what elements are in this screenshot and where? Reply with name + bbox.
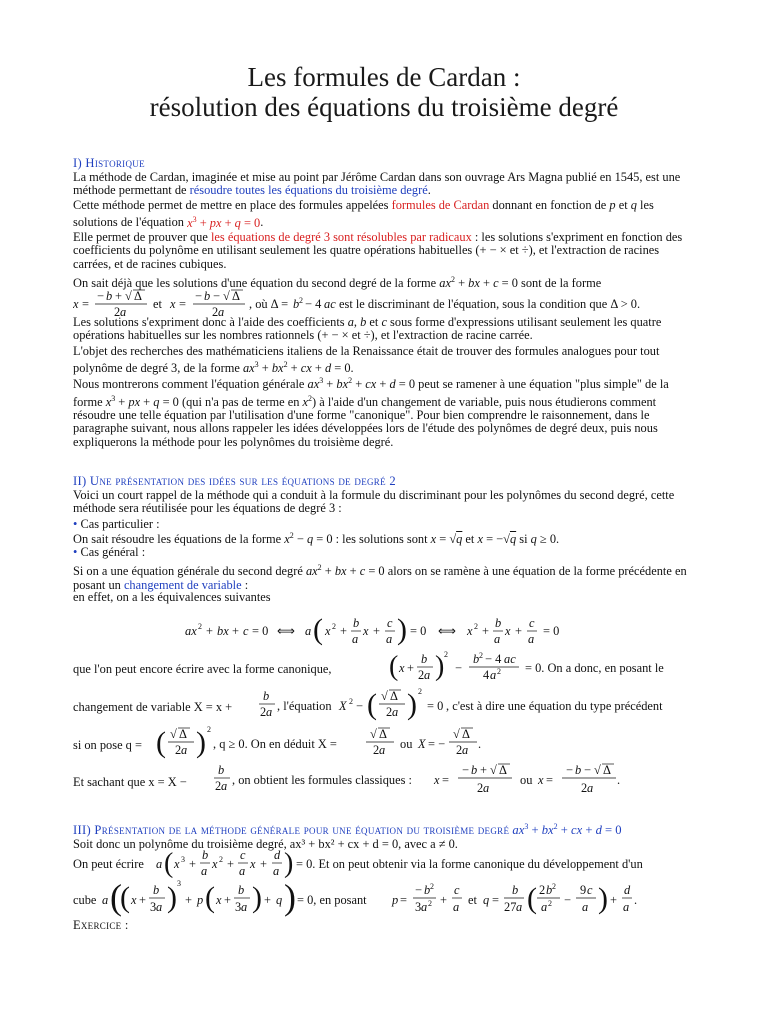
svg-text:x: x <box>399 661 405 675</box>
svg-text:b: b <box>204 289 211 303</box>
pose-q-expression <box>156 722 496 764</box>
svg-text:+: + <box>480 763 487 777</box>
svg-text:c: c <box>529 616 535 630</box>
change-variable-expression <box>255 684 705 726</box>
svg-text:(: ( <box>164 848 174 879</box>
svg-text:b: b <box>106 289 113 303</box>
svg-text:2: 2 <box>479 651 483 660</box>
svg-text:.: . <box>617 773 621 787</box>
svg-text:= 0: = 0 <box>410 624 427 638</box>
ou-text-2: ou <box>520 773 533 787</box>
svg-text:2: 2 <box>548 899 552 908</box>
case-particulier-label: • Cas particulier : <box>73 517 160 531</box>
classic-formulas-expression <box>212 762 652 802</box>
svg-text:−: − <box>97 289 104 303</box>
case-general-label: • Cas général : <box>73 545 146 559</box>
svg-text:b: b <box>353 616 360 630</box>
svg-text:Δ: Δ <box>499 763 507 777</box>
svg-text:+: + <box>407 661 414 675</box>
svg-text:b: b <box>293 297 300 311</box>
svg-text:ax: ax <box>185 624 197 638</box>
svg-text:x: x <box>73 297 79 311</box>
svg-text:et: et <box>153 297 162 311</box>
svg-text:(: ( <box>110 877 122 917</box>
svg-text:b: b <box>424 883 431 897</box>
svg-text:2: 2 <box>477 781 484 795</box>
svg-text:√: √ <box>453 727 460 741</box>
svg-text:ac: ac <box>324 297 336 311</box>
svg-text:2: 2 <box>474 622 478 631</box>
svg-text:c: c <box>240 848 246 862</box>
svg-text:= 0: = 0 <box>427 699 444 713</box>
svg-text:a: a <box>453 900 460 914</box>
equivalence-equation <box>185 610 605 652</box>
svg-text:−: − <box>462 763 469 777</box>
svg-text:2: 2 <box>418 668 425 682</box>
svg-text:+: + <box>185 893 192 907</box>
svg-text:3: 3 <box>181 855 185 864</box>
svg-text:=: = <box>492 893 499 907</box>
svg-text:b: b <box>421 652 428 666</box>
svg-text:a: a <box>181 743 188 757</box>
svg-text:ac: ac <box>504 652 516 666</box>
svg-text:(: ( <box>156 726 166 759</box>
svg-text:p: p <box>392 893 399 907</box>
pose-after-text: , q ≥ 0. On en déduit X = <box>213 737 337 751</box>
svg-text:2: 2 <box>212 305 219 319</box>
svg-text:Δ: Δ <box>390 689 398 703</box>
svg-text:2: 2 <box>581 781 588 795</box>
svg-text:−: − <box>213 289 220 303</box>
svg-text:x: x <box>363 624 369 638</box>
svg-text:+: + <box>482 624 489 638</box>
svg-text:−: − <box>584 763 591 777</box>
document-title-line2: résolution des équations du troisième degré <box>149 92 619 122</box>
svg-text:): ) <box>252 881 262 914</box>
svg-text:d: d <box>274 848 281 862</box>
svg-text:2: 2 <box>299 296 303 305</box>
svg-text:2: 2 <box>428 899 432 908</box>
svg-text:a: a <box>494 632 501 646</box>
svg-text:9: 9 <box>580 883 587 897</box>
svg-text:a: a <box>218 305 225 319</box>
svg-text:a: a <box>239 864 246 878</box>
svg-text:b: b <box>575 763 582 777</box>
svg-text:X: X <box>418 737 426 751</box>
svg-text:+: + <box>260 857 267 871</box>
svg-text:a: a <box>352 632 359 646</box>
svg-text:a: a <box>221 779 228 793</box>
svg-text:a: a <box>516 900 523 914</box>
svg-text:): ) <box>435 651 445 682</box>
svg-text:c: c <box>243 624 249 638</box>
section-heading-degre3: III) Présentation de la méthode générale pour une équation du troisième degré $ax^3 + bx^2$ + cx + d = 0 <box>73 822 622 838</box>
svg-text:√: √ <box>125 289 132 303</box>
svg-text:.: . <box>634 893 638 907</box>
svg-text:2: 2 <box>373 743 380 757</box>
svg-text:c: c <box>454 883 460 897</box>
svg-text:4: 4 <box>483 668 490 682</box>
svg-text:Δ: Δ <box>379 727 387 741</box>
svg-text:2: 2 <box>444 650 448 659</box>
svg-text:2: 2 <box>198 622 202 631</box>
svg-text:+: + <box>440 893 447 907</box>
svg-text:b: b <box>471 763 478 777</box>
svg-text:a: a <box>623 900 630 914</box>
svg-text:a: a <box>266 705 273 719</box>
svg-text:c: c <box>387 616 393 630</box>
svg-text:(: ( <box>367 688 377 721</box>
svg-text:a: a <box>421 900 428 914</box>
svg-text:=: = <box>400 893 407 907</box>
svg-text:b: b <box>218 763 225 777</box>
svg-text:= 0: = 0 <box>543 624 560 638</box>
svg-text:2: 2 <box>456 743 463 757</box>
svg-text:−: − <box>566 763 573 777</box>
svg-text:a: a <box>379 743 386 757</box>
paragraph-historique-7: Nous montrerons comment l'équation générale $ax^3 + bx^2$ + cx + d = 0 peut se ramener à une équation "plus simple" de la forme $x^3$ + px + q = 0 (qui n'a pas de terme en $x^2$) à l'aide d'un changement de variable, puis nous étudierons comment résoudre une telle équation par l'utilisation d'une forme "canonique". Pour bien comprendre le raisonnement, dans le paragraphe suivant, nous allons rappeler les idées développées lors de l'étude des polynômes de degré deux, puis nous expliquerons la méthode pour les polynômes du troisième degré. <box>73 376 669 449</box>
section-heading-historique: I) Historique <box>73 156 145 170</box>
svg-text:b: b <box>546 883 553 897</box>
svg-text:2: 2 <box>430 882 434 891</box>
svg-text:, où Δ =: , où Δ = <box>249 297 289 311</box>
svg-text:a: a <box>386 632 393 646</box>
svg-text:x: x <box>170 297 176 311</box>
svg-text:⟺: ⟺ <box>277 624 295 638</box>
svg-text:2: 2 <box>207 725 211 734</box>
svg-text:a: a <box>490 668 497 682</box>
svg-text:x: x <box>250 857 256 871</box>
svg-text:2: 2 <box>114 305 121 319</box>
svg-text:2: 2 <box>539 883 546 897</box>
svg-text:a: a <box>424 668 431 682</box>
classic-formulas-line: Et sachant que x = X − <box>73 775 187 789</box>
svg-text:−: − <box>356 699 363 713</box>
svg-text:p: p <box>197 893 204 907</box>
svg-text:−: − <box>455 661 462 675</box>
svg-text:bx: bx <box>217 624 229 638</box>
svg-text:x: x <box>174 857 180 871</box>
degre3-line2-after: = 0. Et on peut obtenir via la forme canonique du développement d'un <box>296 857 643 871</box>
svg-text:(: ( <box>205 881 215 914</box>
classic-after-text: , on obtient les formules classiques : <box>232 773 412 787</box>
case-particulier-text: On sait résoudre les équations de la forme $x^2 - q = 0$ : les solutions sont x = √q et x = −√q si q ≥ 0. <box>73 531 560 547</box>
document-title-line1: Les formules de Cardan : <box>247 62 521 92</box>
paragraph-historique-5: Les solutions s'expriment donc à l'aide des coefficients a, b et c sous forme d'expressions utilisant seulement les quatre opérations habituelles sur les nombres rationnels (+ − × et ÷), et l'extraction de racine carrée. <box>73 315 662 343</box>
svg-text:): ) <box>598 882 608 915</box>
svg-text:+: + <box>115 289 122 303</box>
svg-text:b: b <box>473 652 480 666</box>
svg-text:b: b <box>238 883 245 897</box>
degre3-line3: cube <box>73 893 97 907</box>
svg-text:b: b <box>202 848 209 862</box>
degre3-line2: On peut écrire <box>73 857 144 871</box>
svg-text:a: a <box>102 893 109 907</box>
svg-text:−: − <box>195 289 202 303</box>
svg-text:q: q <box>276 893 283 907</box>
svg-text:(: ( <box>120 881 130 914</box>
svg-text:√: √ <box>381 689 388 703</box>
svg-text:x: x <box>467 624 473 638</box>
svg-text:2: 2 <box>260 705 267 719</box>
paragraph-historique-2: Cette méthode permet de mettre en place des formules appelées formules de Cardan donnant en fonction de p et q les solutions de l'équation $x^3$ + px + q = 0. <box>73 198 654 230</box>
svg-text:(: ( <box>313 613 323 646</box>
svg-text:−: − <box>415 883 422 897</box>
equivalences-intro: en effet, on a les équivalences suivantes <box>73 590 271 604</box>
svg-text:a: a <box>305 624 312 638</box>
svg-text:a: a <box>528 632 535 646</box>
svg-text:3: 3 <box>177 879 181 888</box>
svg-text:+: + <box>340 624 347 638</box>
svg-text:2: 2 <box>332 622 336 631</box>
svg-text:3: 3 <box>150 900 157 914</box>
svg-text:x: x <box>131 893 137 907</box>
svg-text:Δ: Δ <box>232 289 240 303</box>
svg-text:2: 2 <box>215 779 222 793</box>
svg-text:2: 2 <box>219 855 223 864</box>
svg-text:2: 2 <box>175 743 182 757</box>
paragraph-historique-1: La méthode de Cardan, imaginée et mise au point par Jérôme Cardan dans son ouvrage Ars Magna publié en 1545, est une méthode permettant de résoudre toutes les équations du troisième degré. <box>73 170 681 198</box>
svg-text:+: + <box>206 624 213 638</box>
svg-text:): ) <box>397 613 407 646</box>
svg-text:b: b <box>263 689 270 703</box>
svg-text:= 0: = 0 <box>252 624 269 638</box>
paragraph-historique-6: L'objet des recherches des mathématiciens italiens de la Renaissance était de trouver des formules analogues pour tout polynôme de degré 3, de la forme $ax^3 + bx^2$ + cx + d = 0. <box>73 344 660 376</box>
svg-text:X: X <box>339 699 347 713</box>
svg-text:): ) <box>196 726 206 759</box>
svg-text:a: a <box>392 705 399 719</box>
svg-text:d: d <box>624 883 631 897</box>
svg-text:+: + <box>227 857 234 871</box>
svg-text:√: √ <box>370 727 377 741</box>
change-variable-line: changement de variable X = x + <box>73 700 233 714</box>
svg-text:+: + <box>610 893 617 907</box>
svg-text:= −: = − <box>428 737 446 751</box>
svg-text:+: + <box>189 857 196 871</box>
svg-text:3: 3 <box>235 900 242 914</box>
svg-text:+: + <box>515 624 522 638</box>
degre3-line3-after: = 0, en posant <box>297 893 367 907</box>
svg-text:√: √ <box>490 763 497 777</box>
svg-text:Δ: Δ <box>603 763 611 777</box>
svg-text:√: √ <box>223 289 230 303</box>
svg-text:2: 2 <box>349 697 353 706</box>
svg-text:a: a <box>156 857 163 871</box>
svg-text:Δ: Δ <box>179 727 187 741</box>
svg-text:a: a <box>483 781 490 795</box>
svg-text:+: + <box>373 624 380 638</box>
svg-text:b: b <box>495 616 502 630</box>
svg-text:x: x <box>538 773 544 787</box>
svg-text:(: ( <box>389 651 399 682</box>
svg-text:+: + <box>232 624 239 638</box>
svg-text:a: a <box>241 900 248 914</box>
svg-text:2: 2 <box>418 687 422 696</box>
svg-text:et: et <box>468 893 477 907</box>
degre3-line1: Soit donc un polynôme du troisième degré, ax³ + bx² + cx + d = 0, avec a ≠ 0. <box>73 837 458 851</box>
svg-text:x: x <box>325 624 331 638</box>
svg-text:√: √ <box>170 727 177 741</box>
paragraph-degre2-intro: Voici un court rappel de la méthode qui a conduit à la formule du discriminant pour les polynômes du second degré, cette méthode sera réutilisée pour les équations de degré 3 : <box>73 488 675 516</box>
exercise-label: Exercice : <box>73 918 129 932</box>
svg-text:+: + <box>264 893 271 907</box>
paragraph-historique-4: On sait déjà que les solutions d'une équation du second degré de la forme $ax^2$ + bx + c = 0 sont de la forme <box>73 275 602 291</box>
svg-text:.: . <box>478 737 482 751</box>
change-after-text: , c'est à dire une équation du type précédent <box>446 699 663 713</box>
svg-text:− 4: − 4 <box>485 652 502 666</box>
svg-text:a: a <box>587 781 594 795</box>
svg-text:=: = <box>546 773 553 787</box>
svg-text:c: c <box>587 883 593 897</box>
svg-text:): ) <box>167 881 177 914</box>
svg-text:): ) <box>284 848 294 879</box>
svg-text:b: b <box>153 883 160 897</box>
svg-text:a: a <box>582 900 589 914</box>
paragraph-historique-3: Elle permet de prouver que les équations de degré 3 sont résolubles par radicaux : les solutions s'expriment en fonction des coefficients du polynôme en utilisant seulement les quatre opérations habituelles (+ − × et ÷), et l'extraction de racines carrées, et de racines cubiques. <box>73 230 683 271</box>
case-general-text: Si on a une équation générale du second degré $ax^2$ + bx + c = 0 alors on se ramène à une équation de la forme précédente en posant un changement de variable : <box>73 563 687 592</box>
svg-text:x: x <box>212 857 218 871</box>
svg-text:Δ: Δ <box>134 289 142 303</box>
canonical-form-line: que l'on peut encore écrire avec la forme canonique, <box>73 662 332 676</box>
degre3-cube-expression <box>102 874 662 922</box>
svg-text:): ) <box>407 688 417 721</box>
svg-text:x: x <box>216 893 222 907</box>
svg-text:x: x <box>434 773 440 787</box>
svg-text:q: q <box>483 893 490 907</box>
svg-text:2: 2 <box>552 882 556 891</box>
canonical-form-expression <box>389 648 709 688</box>
svg-text:⟺: ⟺ <box>438 624 456 638</box>
pose-q-line: si on pose q = <box>73 738 142 752</box>
svg-text:b: b <box>512 883 519 897</box>
svg-text:Δ: Δ <box>462 727 470 741</box>
section-heading-degre2: II) Une présentation des idées sur les équations de degré 2 <box>73 474 396 488</box>
canonical-after-text: = 0. On a donc, en posant le <box>525 661 664 675</box>
svg-text:a: a <box>273 864 280 878</box>
svg-text:a: a <box>201 864 208 878</box>
svg-text:=: = <box>179 297 186 311</box>
svg-text:2: 2 <box>386 705 393 719</box>
ou-text-1: ou <box>400 737 413 751</box>
svg-text:+: + <box>139 893 146 907</box>
svg-text:=: = <box>442 773 449 787</box>
svg-text:2: 2 <box>497 667 501 676</box>
svg-text:a: a <box>541 900 548 914</box>
svg-text:x: x <box>505 624 511 638</box>
svg-text:3: 3 <box>415 900 422 914</box>
svg-text:27: 27 <box>504 900 517 914</box>
svg-text:, l'équation: , l'équation <box>277 699 332 713</box>
svg-text:(: ( <box>527 882 537 915</box>
svg-text:a: a <box>462 743 469 757</box>
svg-text:√: √ <box>594 763 601 777</box>
svg-text:a: a <box>156 900 163 914</box>
svg-text:=: = <box>82 297 89 311</box>
svg-text:): ) <box>284 877 296 917</box>
svg-text:est le discriminant de l'équat: est le discriminant de l'équation, sous la condition que Δ > 0. <box>339 297 641 311</box>
svg-text:a: a <box>120 305 127 319</box>
svg-text:+: + <box>224 893 231 907</box>
svg-text:− 4: − 4 <box>305 297 322 311</box>
svg-text:−: − <box>564 893 571 907</box>
